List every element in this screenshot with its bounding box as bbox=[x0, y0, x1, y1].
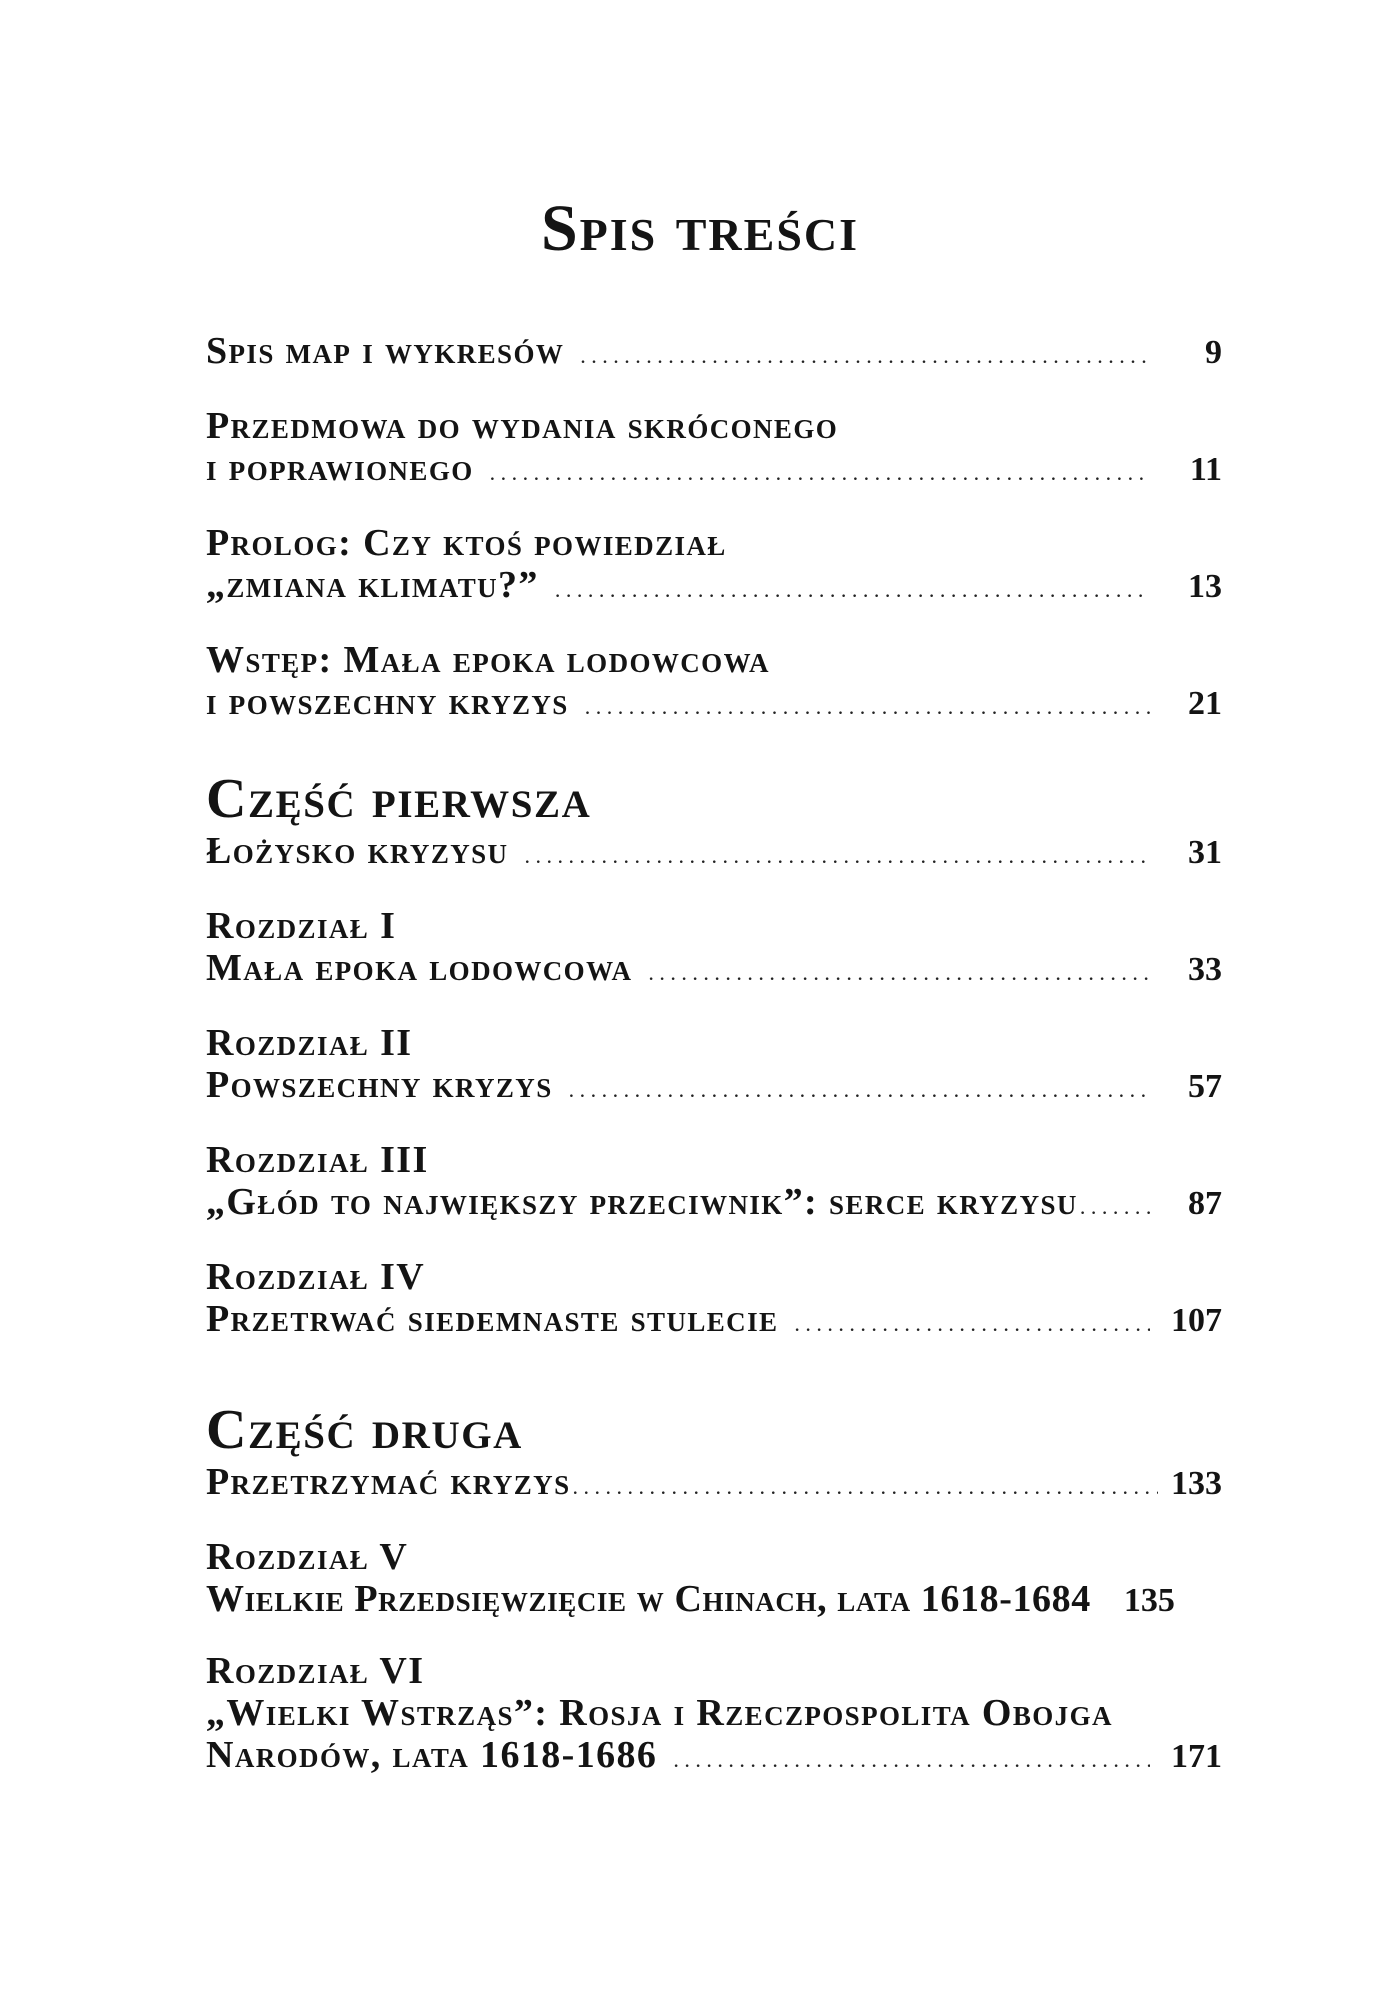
chapter-label: Rozdział V bbox=[206, 1536, 409, 1578]
page-title: Spis treści bbox=[540, 192, 860, 265]
dot-leader bbox=[490, 452, 1150, 494]
page-number: 9 bbox=[1205, 334, 1222, 371]
page-number: 135 bbox=[1123, 1582, 1175, 1619]
dot-leader bbox=[569, 1069, 1150, 1111]
dot-leader bbox=[524, 835, 1150, 877]
dot-leader bbox=[580, 335, 1150, 377]
toc-entry-part-one-subtitle[interactable] bbox=[206, 830, 1222, 877]
chapter-title: Powszechny kryzys bbox=[206, 1064, 553, 1106]
part-heading: Część druga bbox=[206, 1399, 523, 1461]
chapter-label: Rozdział II bbox=[206, 1022, 413, 1064]
part-one bbox=[206, 770, 1222, 877]
chapter-title: Wielkie Przedsięwzięcie w Chinach, lata 1618-1684 bbox=[206, 1578, 1091, 1620]
dot-leader bbox=[573, 1466, 1159, 1508]
dot-leader bbox=[794, 1303, 1150, 1345]
chapter-label: Rozdział I bbox=[206, 905, 397, 947]
page-number: 21 bbox=[1188, 685, 1222, 722]
chapter-label: Rozdział III bbox=[206, 1139, 429, 1181]
page-number: 11 bbox=[1189, 451, 1222, 488]
dot-leader bbox=[585, 686, 1150, 728]
page-number: 171 bbox=[1171, 1738, 1222, 1775]
toc-entry-title: Prolog: Czy ktoś powiedział bbox=[206, 522, 727, 564]
dot-leader bbox=[673, 1739, 1150, 1781]
toc-entry-title: Przedmowa do wydania skróconego bbox=[206, 405, 839, 447]
chapter-title: Przetrwać siedemnaste stulecie bbox=[206, 1298, 779, 1340]
page-number: 31 bbox=[1188, 834, 1222, 871]
part-subtitle: Przetrzymać kryzys bbox=[206, 1461, 571, 1503]
dot-leader bbox=[555, 569, 1150, 611]
table-of-contents bbox=[206, 330, 1222, 1781]
toc-entry-chapter-6[interactable] bbox=[206, 1650, 1222, 1781]
part-heading: Część pierwsza bbox=[206, 768, 592, 830]
toc-entry-chapter-5[interactable] bbox=[206, 1536, 1222, 1622]
page-number: 133 bbox=[1171, 1465, 1222, 1502]
page-number: 87 bbox=[1188, 1185, 1222, 1222]
chapter-title-cont: Narodów, lata 1618-1686 bbox=[206, 1734, 658, 1776]
toc-entry-title-cont: i poprawionego bbox=[206, 447, 474, 489]
toc-entry-title-cont: i powszechny kryzys bbox=[206, 681, 569, 723]
page-number: 33 bbox=[1188, 951, 1222, 988]
toc-entry-title: Wstęp: Mała epoka lodowcowa bbox=[206, 639, 770, 681]
chapter-title: „Wielki Wstrząs”: Rosja i Rzeczpospolita Obojga bbox=[206, 1692, 1113, 1734]
dot-leader bbox=[1080, 1186, 1158, 1228]
toc-entry-chapter-1[interactable] bbox=[206, 905, 1222, 994]
toc-entry-prologue[interactable] bbox=[206, 522, 1222, 611]
toc-entry-title: Spis map i wykresów bbox=[206, 330, 565, 372]
chapter-title: Mała epoka lodowcowa bbox=[206, 947, 633, 989]
toc-entry-chapter-2[interactable] bbox=[206, 1022, 1222, 1111]
toc-entry-list-of-maps[interactable] bbox=[206, 330, 1222, 377]
toc-entry-chapter-3[interactable] bbox=[206, 1139, 1222, 1228]
chapter-label: Rozdział VI bbox=[206, 1650, 425, 1692]
dot-leader bbox=[648, 952, 1150, 994]
toc-entry-chapter-4[interactable] bbox=[206, 1256, 1222, 1345]
chapter-title: „Głód to największy przeciwnik”: serce kryzysu bbox=[206, 1181, 1078, 1223]
page-number: 107 bbox=[1171, 1302, 1222, 1339]
page-number: 57 bbox=[1188, 1068, 1222, 1105]
toc-entry-preface[interactable] bbox=[206, 405, 1222, 494]
part-two bbox=[206, 1401, 1222, 1508]
chapter-label: Rozdział IV bbox=[206, 1256, 426, 1298]
toc-entry-introduction[interactable] bbox=[206, 639, 1222, 728]
part-subtitle: Łożysko kryzysu bbox=[206, 830, 509, 872]
page-number: 13 bbox=[1188, 568, 1222, 605]
toc-entry-title-cont: „zmiana klimatu?” bbox=[206, 564, 539, 606]
toc-entry-part-two-subtitle[interactable] bbox=[206, 1461, 1222, 1508]
